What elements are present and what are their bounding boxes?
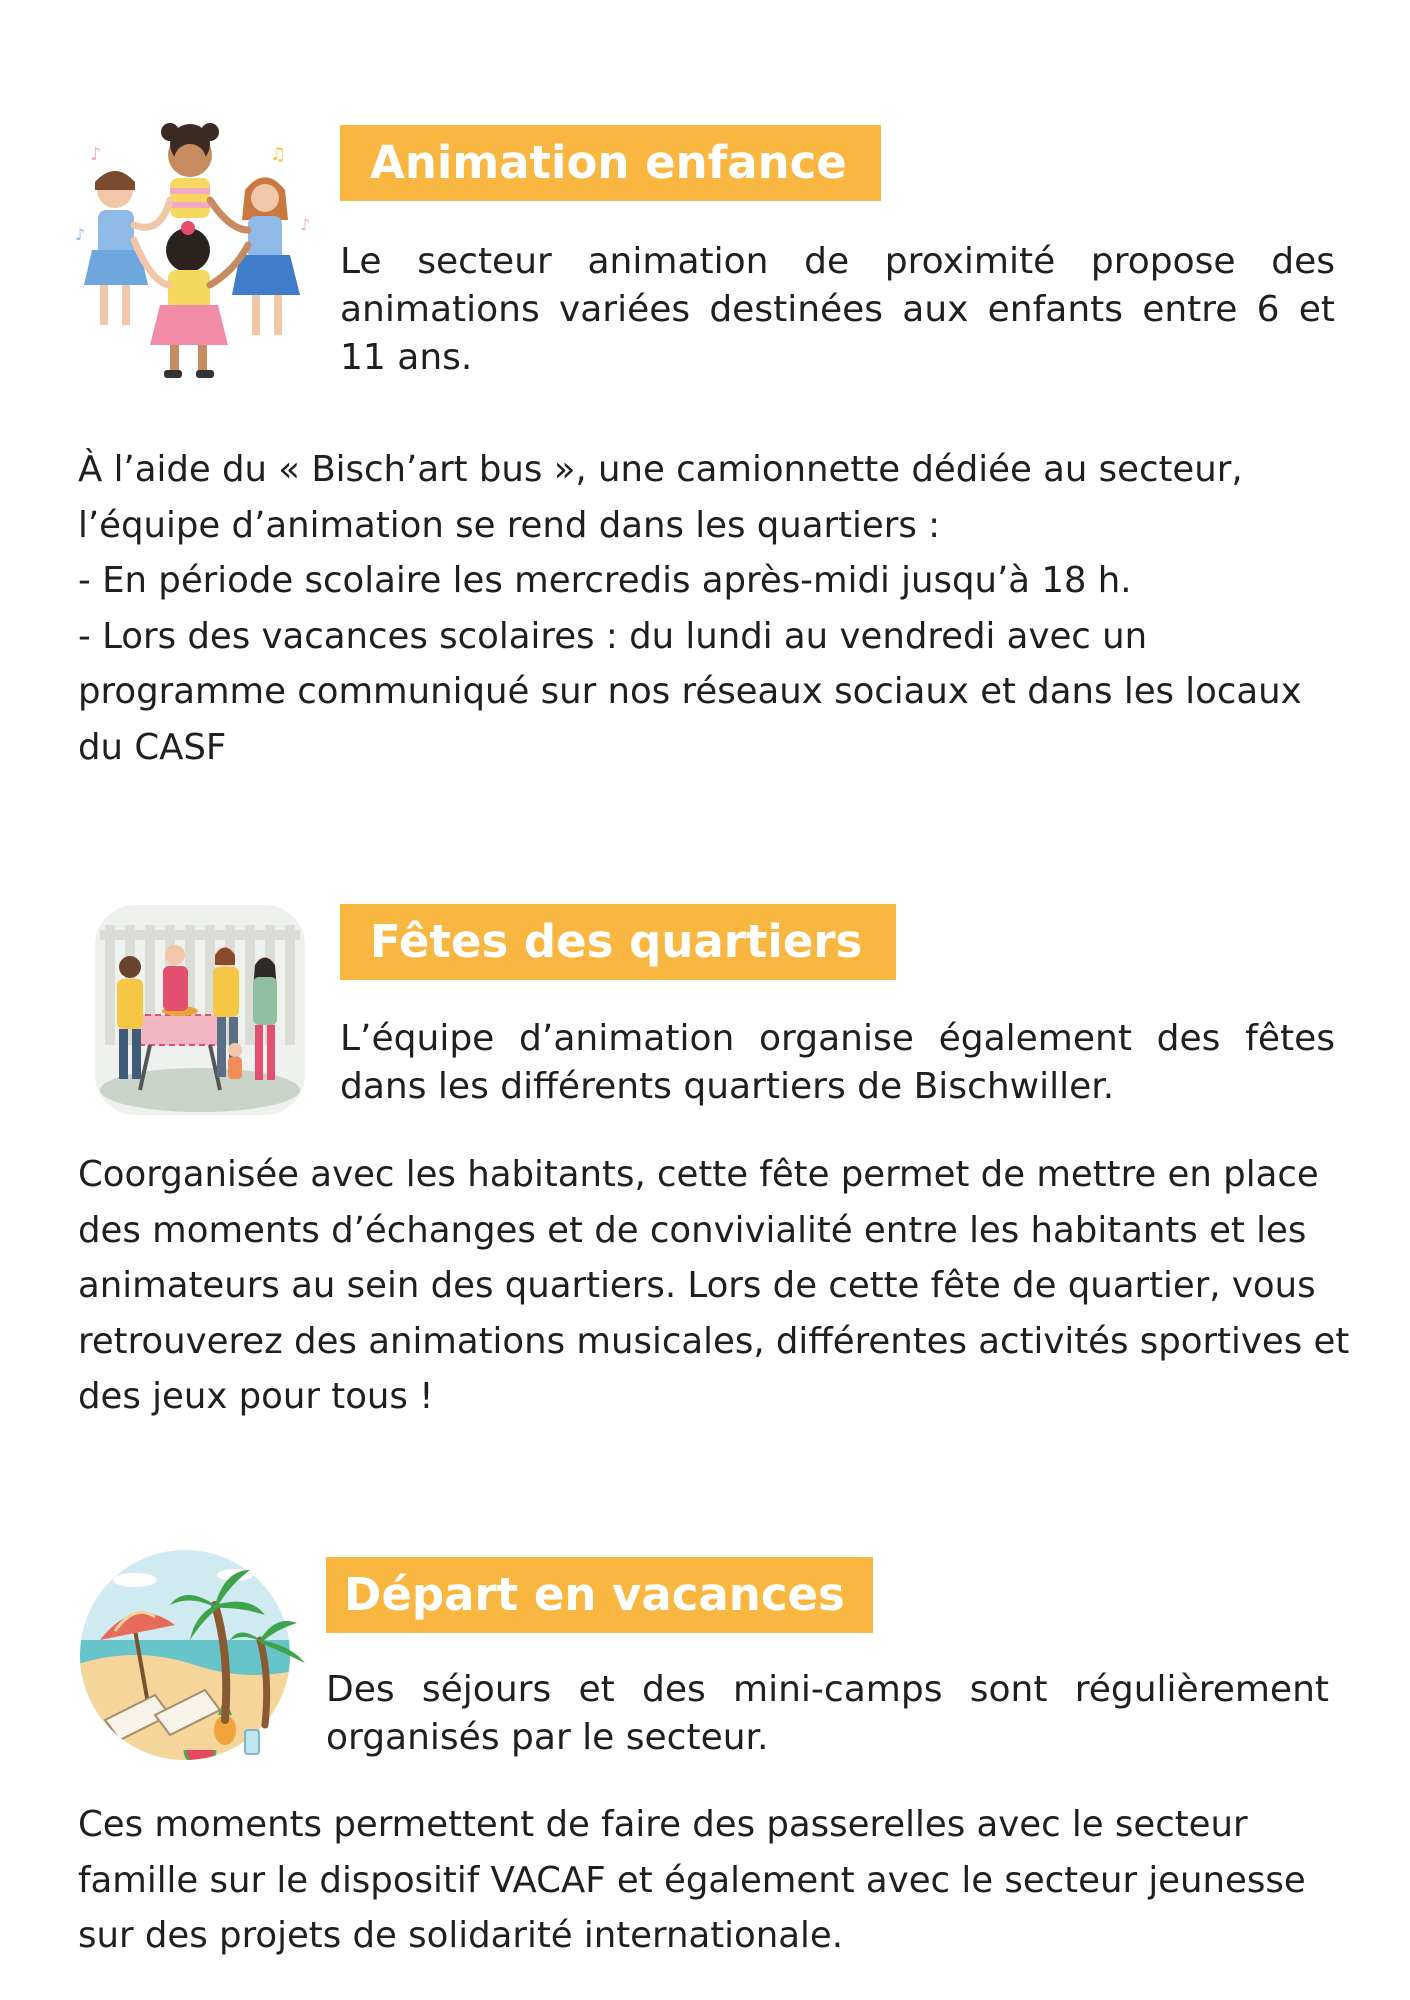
body-line: des moments d’échanges et de convivialité entre les habitants et les <box>78 1209 1307 1251</box>
section-intro: Des séjours et des mini-camps sont régulièrement organisés par le secteur. <box>326 1669 1329 1758</box>
section-intro: Le secteur animation de proximité propose des animations variées destinées aux enfants entre 6 et 11 ans. <box>340 241 1335 378</box>
body-line: animateurs au sein des quartiers. Lors de cette fête de quartier, vous <box>78 1265 1316 1306</box>
svg-text:♪: ♪ <box>300 215 311 234</box>
body-line: l’équipe d’animation se rend dans les quartiers : <box>78 504 941 546</box>
body-line: sur des projets de solidarité internationale. <box>78 1915 843 1956</box>
svg-text:♪: ♪ <box>90 144 102 165</box>
beach-vacation-illustration <box>75 1545 310 1770</box>
body-line: - Lors des vacances scolaires : du lundi au vendredi avec un <box>78 615 1148 657</box>
body-line: retrouverez des animations musicales, différentes activités sportives et <box>78 1320 1350 1362</box>
svg-text:♫: ♫ <box>270 144 287 165</box>
section-body <box>78 1797 1338 1964</box>
section-heading: Départ en vacances <box>326 1557 873 1633</box>
section-heading: Fêtes des quartiers <box>340 904 896 980</box>
body-line: famille sur le dispositif VACAF et également avec le secteur jeunesse <box>78 1859 1306 1901</box>
section-intro: L’équipe d’animation organise également des fêtes dans les différents quartiers de Bischwiller. <box>340 1018 1335 1107</box>
svg-text:♪: ♪ <box>75 225 86 244</box>
body-line: Ces moments permettent de faire des passerelles avec le secteur <box>78 1804 1248 1845</box>
body-line: du CASF <box>78 726 227 768</box>
body-line: programme communiqué sur nos réseaux sociaux et dans les locaux <box>78 671 1302 712</box>
body-line: des jeux pour tous ! <box>78 1376 434 1417</box>
body-line: Coorganisée avec les habitants, cette fête permet de mettre en place <box>78 1154 1319 1195</box>
body-line: - En période scolaire les mercredis après-midi jusqu’à 18 h. <box>78 560 1132 601</box>
body-line: À l’aide du « Bisch’art bus », une camionnette dédiée au secteur, <box>78 449 1243 490</box>
section-heading: Animation enfance <box>340 125 881 201</box>
